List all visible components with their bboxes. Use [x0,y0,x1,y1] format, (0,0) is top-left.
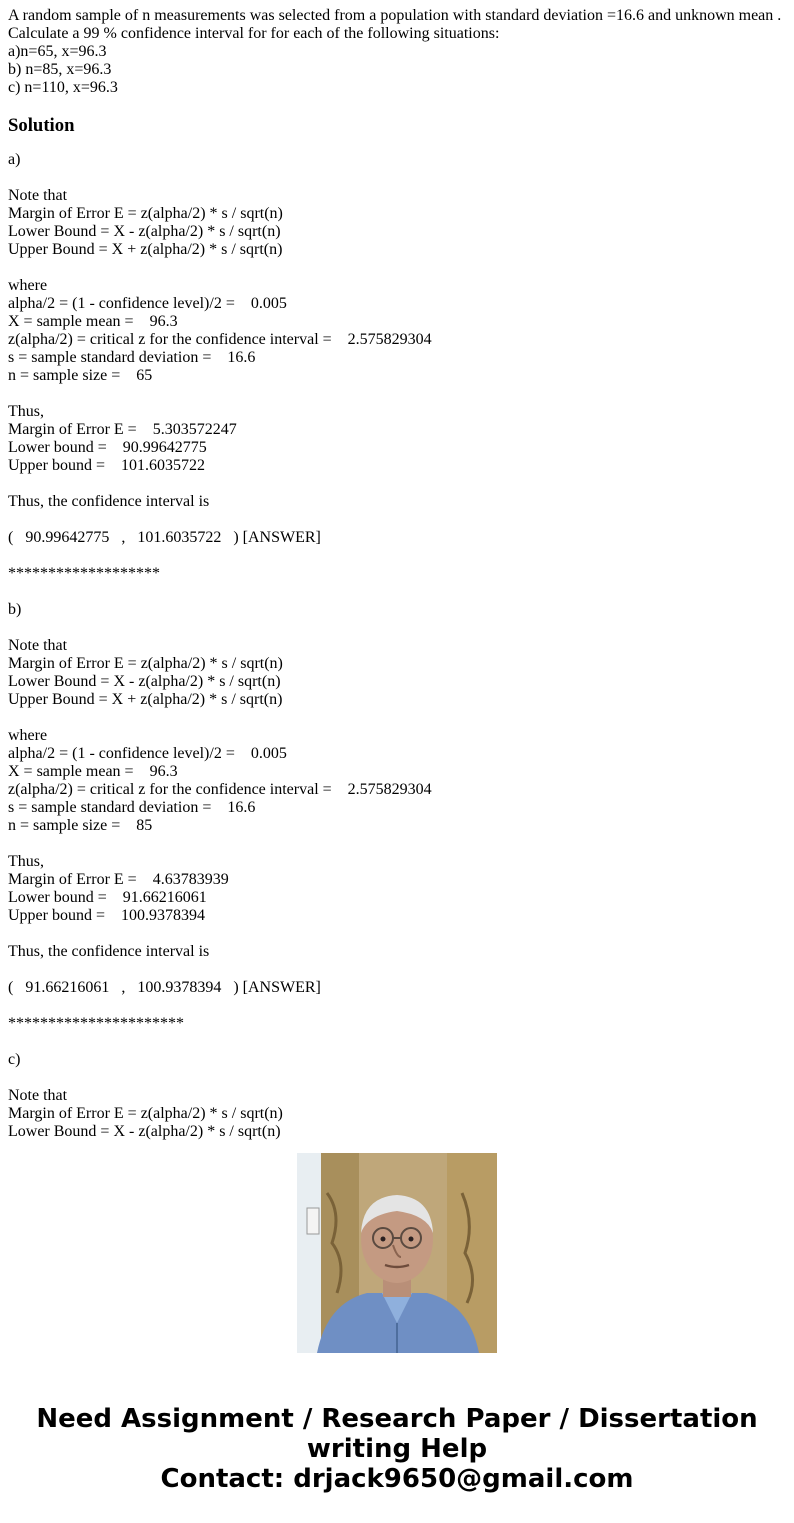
part-b-section [8,601,788,1051]
formula-line: Upper Bound = X + z(alpha/2) * s / sqrt(n) [8,691,283,708]
formula-line: Lower Bound = X - z(alpha/2) * s / sqrt(n) [8,1123,281,1140]
part-c-section [8,1051,788,1141]
promo-line: writing Help [306,1434,488,1464]
ci-answer: ( 90.99642775 , 101.6035722 ) [ANSWER] [8,529,321,546]
question-part-b: b) n=85, x=96.3 [8,61,112,78]
separator: ******************* [8,565,160,582]
part-label: a) [8,151,21,168]
ci-answer: ( 91.66216061 , 100.9378394 ) [ANSWER] [8,979,321,996]
formula-line: Margin of Error E = z(alpha/2) * s / sqrt(n) [8,655,283,672]
variable-line: n = sample size = 65 [8,367,153,384]
part-label: b) [8,601,22,618]
where-label: where [8,727,48,744]
ci-intro: Thus, the confidence interval is [8,943,210,960]
question-text: A random sample of n measurements was selected from a population with standard deviation =16.6 and unknown mean . [8,7,782,24]
document-body [8,7,788,1141]
question-part-c: c) n=110, x=96.3 [8,79,118,96]
variable-line: n = sample size = 85 [8,817,153,834]
part-a-section [8,151,788,601]
formula-line: Upper Bound = X + z(alpha/2) * s / sqrt(n) [8,241,283,258]
thus-label: Thus, [8,853,44,870]
formula-line: Margin of Error E = z(alpha/2) * s / sqrt(n) [8,205,283,222]
result-line: Margin of Error E = 5.303572247 [8,421,237,438]
contact-email: Contact: drjack9650@gmail.com [160,1464,634,1494]
author-photo [297,1153,497,1353]
result-line: Upper bound = 100.9378394 [8,907,206,924]
formula-line: Lower Bound = X - z(alpha/2) * s / sqrt(n) [8,223,281,240]
variable-line: alpha/2 = (1 - confidence level)/2 = 0.005 [8,745,287,762]
result-line: Margin of Error E = 4.63783939 [8,871,229,888]
note-text: Note that [8,637,68,654]
question-part-a: a)n=65, x=96.3 [8,43,107,60]
promo-banner [0,1404,794,1494]
variable-line: z(alpha/2) = critical z for the confidence interval = 2.575829304 [8,781,432,798]
variable-line: s = sample standard deviation = 16.6 [8,349,256,366]
result-line: Lower bound = 91.66216061 [8,889,207,906]
result-line: Lower bound = 90.99642775 [8,439,207,456]
promo-line: Need Assignment / Research Paper / Dissertation [36,1404,758,1434]
note-text: Note that [8,1087,68,1104]
part-label: c) [8,1051,21,1068]
formula-line: Lower Bound = X - z(alpha/2) * s / sqrt(n) [8,673,281,690]
variable-line: z(alpha/2) = critical z for the confidence interval = 2.575829304 [8,331,432,348]
variable-line: alpha/2 = (1 - confidence level)/2 = 0.005 [8,295,287,312]
thus-label: Thus, [8,403,44,420]
variable-line: X = sample mean = 96.3 [8,763,178,780]
note-text: Note that [8,187,68,204]
result-line: Upper bound = 101.6035722 [8,457,206,474]
ci-intro: Thus, the confidence interval is [8,493,210,510]
question-text: Calculate a 99 % confidence interval for for each of the following situations: [8,25,500,42]
separator: ********************** [8,1015,184,1032]
formula-line: Margin of Error E = z(alpha/2) * s / sqrt(n) [8,1105,283,1122]
where-label: where [8,277,48,294]
question-block [8,7,788,97]
solution-heading: Solution [8,115,75,136]
variable-line: s = sample standard deviation = 16.6 [8,799,256,816]
variable-line: X = sample mean = 96.3 [8,313,178,330]
